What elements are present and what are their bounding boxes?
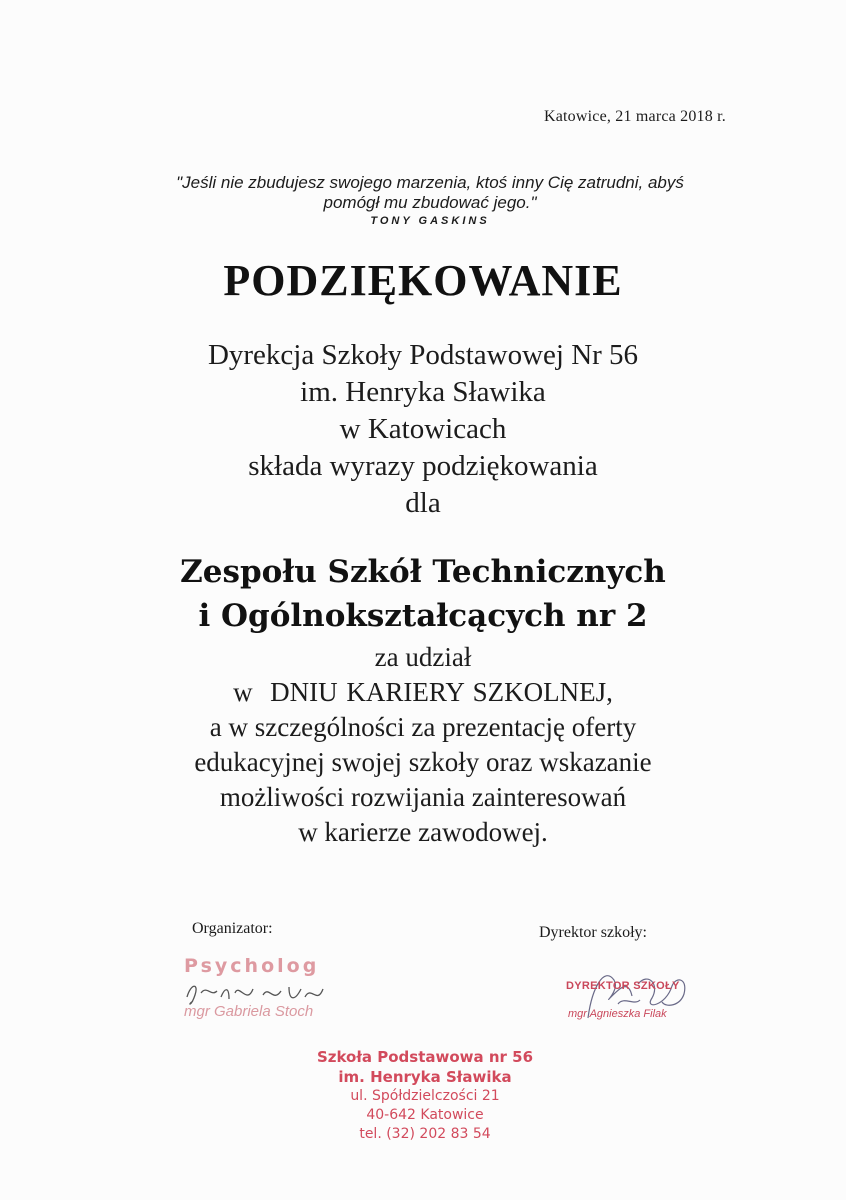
date-line: Katowice, 21 marca 2018 r. [543, 108, 726, 125]
recipient-line-2: i Ogólnokształcących nr 2 [198, 598, 648, 634]
body-line: im. Henryka Sławika [300, 376, 546, 408]
reason-line: możliwości rozwijania zainteresowań [219, 782, 627, 812]
school-stamp-line-3: ul. Spółdzielczości 21 [350, 1088, 500, 1104]
school-stamp-line-5: tel. (32) 202 83 54 [359, 1126, 491, 1142]
reason-line: w karierze zawodowej. [298, 817, 548, 847]
document-title: PODZIĘKOWANIE [223, 256, 623, 305]
director-signature [548, 958, 708, 1038]
reason-line: w DNIU KARIERY SZKOLNEJ, [233, 677, 613, 707]
body-line: dla [405, 487, 441, 519]
body-line: składa wyrazy podziękowania [248, 450, 598, 482]
reason-line: a w szczególności za prezentację oferty [209, 712, 637, 742]
organizer-stamp-name: mgr Gabriela Stoch [184, 1003, 314, 1020]
organizer-label: Organizator: [192, 920, 273, 937]
school-stamp-line-1: Szkoła Podstawowa nr 56 [316, 1048, 534, 1066]
director-stamp [548, 958, 708, 1038]
quote-author: TONY GASKINS [370, 215, 490, 227]
director-stamp-title: DYREKTOR SZKOŁY [566, 980, 680, 992]
director-label: Dyrektor szkoły: [539, 924, 647, 941]
director-stamp-name: mgr Agnieszka Filak [568, 1008, 667, 1020]
body-line: w Katowicach [339, 413, 507, 445]
quote-line-1: "Jeśli nie zbudujesz swojego marzenia, ktoś inny Cię zatrudni, abyś [176, 173, 684, 192]
body-line: Dyrekcja Szkoły Podstawowej Nr 56 [207, 339, 639, 371]
school-stamp-line-2: im. Henryka Sławika [338, 1068, 512, 1086]
quote-line-2: pomógł mu zbudować jego." [323, 193, 537, 212]
school-stamp [300, 1047, 550, 1144]
motto-quote [120, 173, 740, 213]
school-stamp-line-4: 40-642 Katowice [366, 1107, 484, 1123]
recipient-block [0, 550, 846, 638]
reason-line: za udział [374, 642, 472, 672]
reason-line: edukacyjnej swojej szkoły oraz wskazanie [194, 747, 652, 777]
organizer-stamp-title: Psycholog [184, 955, 320, 977]
reason-block [0, 640, 846, 850]
recipient-line-1: Zespołu Szkół Technicznych [180, 554, 666, 590]
organizer-stamp [172, 955, 362, 1030]
sender-block [0, 337, 846, 522]
